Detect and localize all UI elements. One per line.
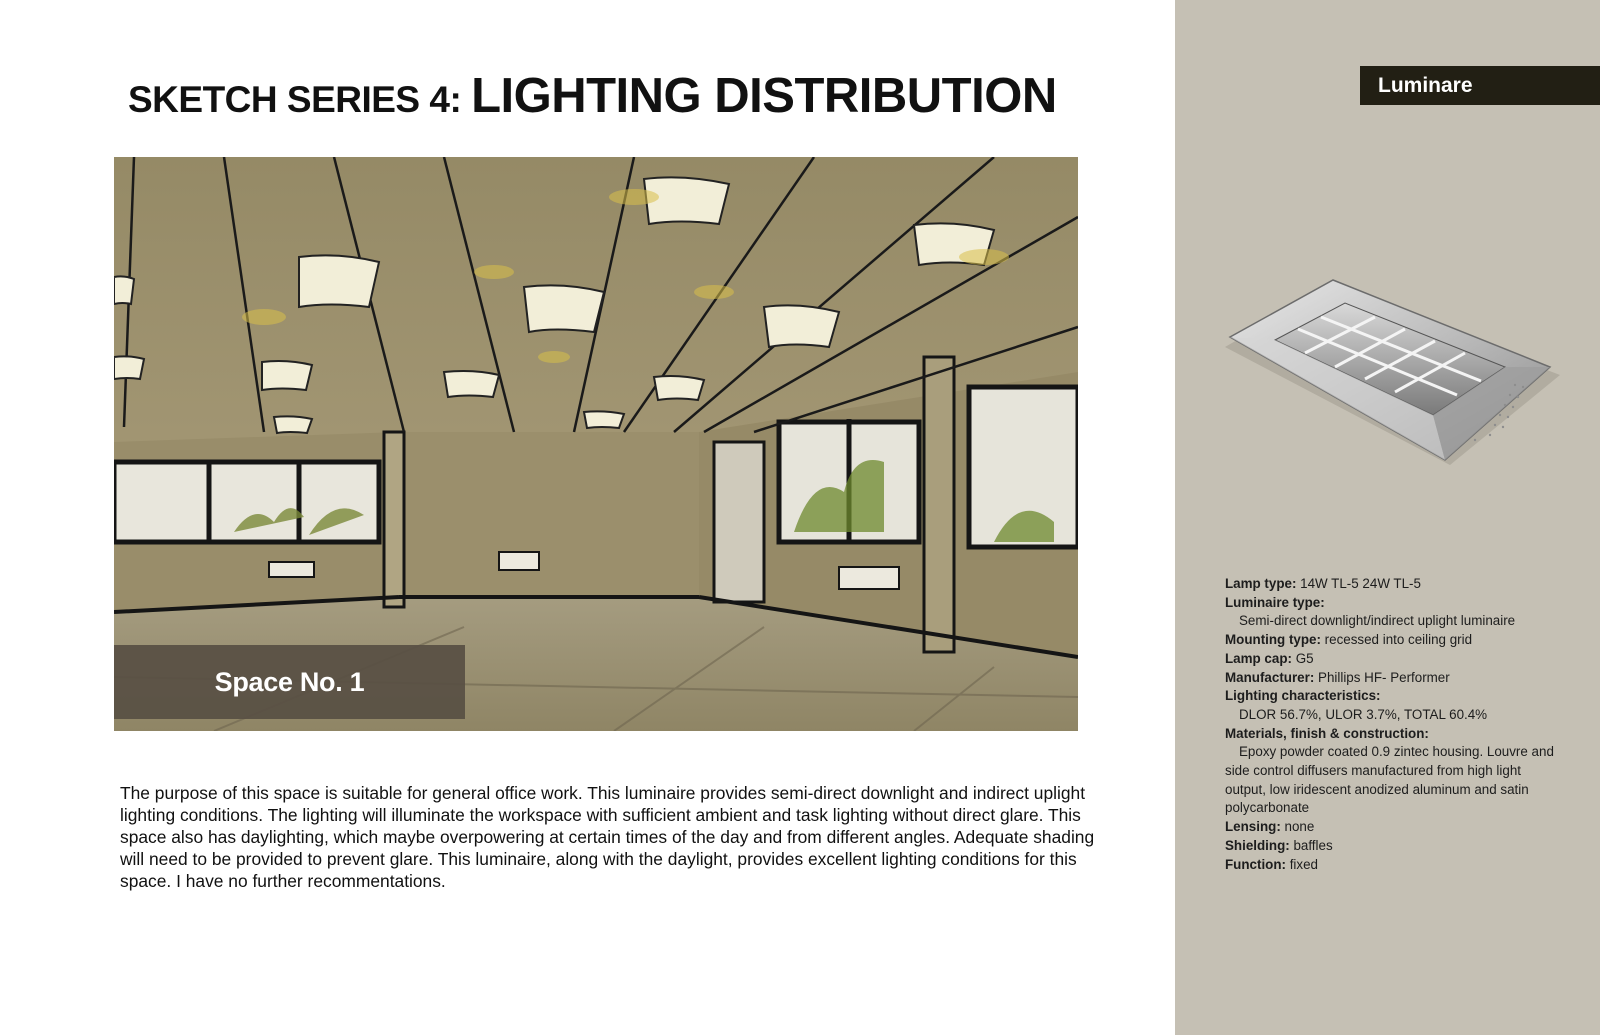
- spec-label: Shielding:: [1225, 837, 1290, 853]
- spec-luminaire-type: [1225, 594, 1565, 613]
- spec-label: Function:: [1225, 856, 1286, 872]
- spec-lighting-characteristics: [1225, 687, 1565, 706]
- spec-value: baffles: [1289, 837, 1333, 853]
- sidebar-heading: Luminare: [1360, 66, 1600, 105]
- description-text: [120, 782, 1100, 892]
- luminaire-image: [1215, 275, 1575, 495]
- spec-label: Mounting type:: [1225, 632, 1321, 648]
- spec-value: none: [1280, 819, 1315, 835]
- spec-label: Manufacturer:: [1225, 669, 1315, 685]
- spec-value: fixed: [1285, 856, 1318, 872]
- spec-value: recessed into ceiling grid: [1320, 632, 1473, 648]
- page-title: [128, 68, 1057, 124]
- title-main: LIGHTING DISTRIBUTION: [471, 69, 1057, 123]
- spec-label: Materials, finish & construction:: [1225, 725, 1429, 741]
- spec-lensing: [1225, 818, 1565, 837]
- spec-value: G5: [1291, 650, 1314, 666]
- spec-label: Lamp cap:: [1225, 650, 1292, 666]
- spec-lamp-type: [1225, 575, 1565, 594]
- spec-function: [1225, 856, 1565, 875]
- spec-materials-value: Epoxy powder coated 0.9 zintec housing. Louvre and side control diffusers manufactured from high light output, low iridescent anodized aluminum and satin polycarbonate: [1225, 744, 1554, 816]
- title-prefix: SKETCH SERIES 4:: [128, 79, 472, 120]
- spec-mounting-type: [1225, 631, 1565, 650]
- spec-shielding: [1225, 837, 1565, 856]
- spec-value: 14W TL-5 24W TL-5: [1296, 576, 1421, 591]
- spec-lamp-cap: [1225, 650, 1565, 669]
- spec-label: Lighting characteristics:: [1225, 688, 1381, 704]
- description-paragraph: The purpose of this space is suitable for general office work. This luminaire provides semi-direct downlight and indirect uplight lighting conditions. The lighting will illuminate the workspace with sufficient ambient and task lighting without direct glare. This space also has daylighting, which maybe overpowering at certain times of the day and from different angles. Adequate shading will need to be provided to prevent glare. This luminaire, along with the daylight, provides excellent lighting conditions for this space. I have no further recommentations.: [120, 783, 1095, 891]
- spec-luminaire-type-value: Semi-direct downlight/indirect uplight luminaire: [1239, 613, 1516, 629]
- spec-lighting-characteristics-value: DLOR 56.7%, ULOR 3.7%, TOTAL 60.4%: [1239, 706, 1488, 722]
- spec-manufacturer: [1225, 669, 1565, 688]
- spec-label: Luminaire type:: [1225, 594, 1325, 610]
- spec-label: Lensing:: [1225, 819, 1281, 835]
- spec-value: Phillips HF- Performer: [1314, 669, 1450, 685]
- sketch-image: [114, 157, 1078, 731]
- sidebar-panel: [1175, 0, 1600, 1035]
- space-label: Space No. 1: [114, 645, 465, 719]
- spec-list: [1225, 575, 1565, 874]
- spec-label: Lamp type:: [1225, 576, 1297, 591]
- spec-materials: [1225, 725, 1565, 744]
